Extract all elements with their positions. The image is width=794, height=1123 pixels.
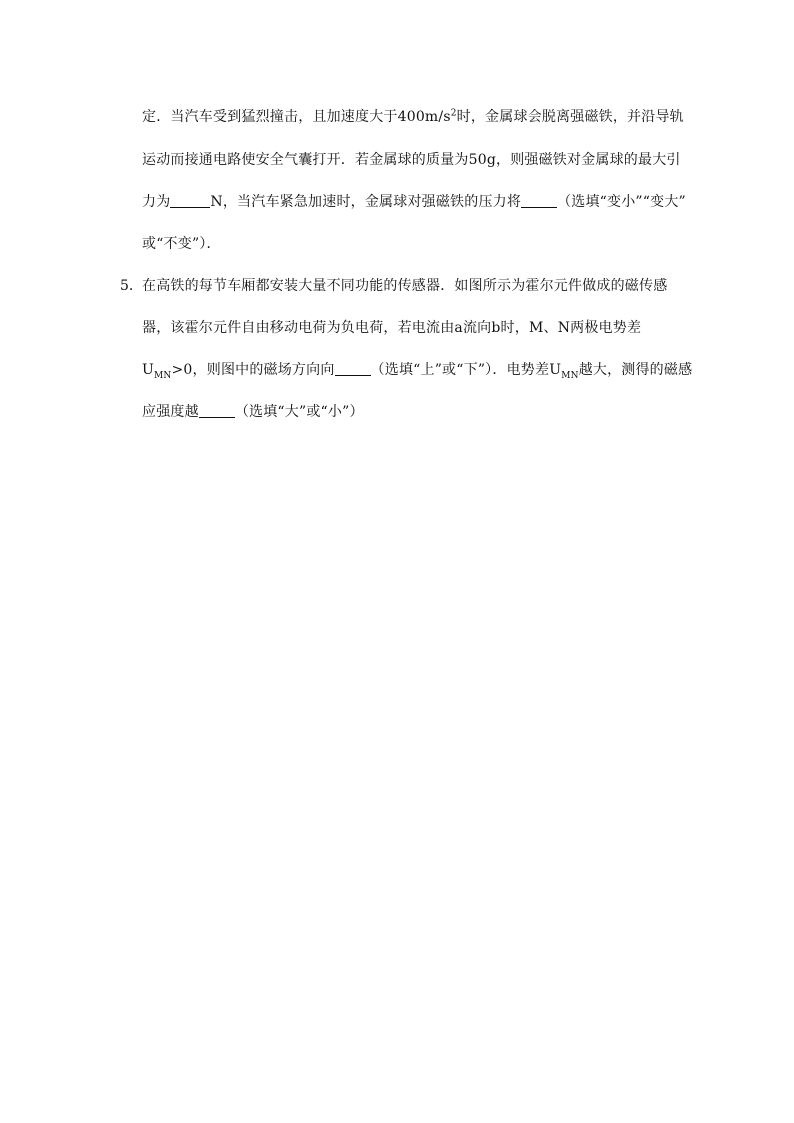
q4-text: ，当汽车紧急加速时，金属球对强磁铁的压力将: [222, 194, 522, 210]
var-a: a: [454, 320, 463, 336]
unit-label: N: [210, 194, 223, 210]
q5-text: 越大，测得的磁感: [578, 362, 693, 378]
q4-line-3: [142, 193, 686, 211]
mass-value: 50g: [468, 152, 496, 168]
q5-line-2: [142, 319, 641, 337]
var-u: U: [142, 362, 154, 378]
exponent: 2: [450, 108, 457, 119]
q4-text: 运动而接通电路使安全气囊打开．若金属球的质量为: [142, 152, 469, 168]
subscript-mn: MN: [561, 370, 579, 381]
q4-line-4: [142, 235, 221, 253]
q5-text: （选填“大”或“小”）: [234, 404, 364, 420]
q4-text: 定．当汽车受到猛烈撞击，且加速度大于: [142, 109, 398, 125]
separator: 、: [543, 320, 558, 336]
answer-blank[interactable]: [199, 403, 235, 418]
q5-text: 时，: [500, 320, 529, 336]
q4-text: 力为: [142, 194, 171, 210]
q4-text: （选填“变小”“变大”: [557, 194, 686, 210]
q5-text: 在高铁的每节车厢都安装大量不同功能的传感器．如图所示为霍尔元件做成的磁传感: [142, 278, 668, 294]
q4-text: ，则强磁铁对金属球的最大引: [496, 152, 681, 168]
answer-blank[interactable]: [521, 193, 557, 208]
answer-blank[interactable]: [170, 193, 210, 208]
q5-line-4: [142, 403, 364, 421]
question-number: 5．: [120, 278, 143, 294]
q5-text: 两极电势差: [570, 320, 642, 336]
var-b: b: [491, 320, 501, 336]
var-m: M: [528, 320, 544, 336]
answer-blank[interactable]: [335, 361, 371, 376]
q5-text: 流向: [462, 320, 492, 336]
q5-text: >0，则图中的磁场方向向: [171, 362, 335, 378]
q5-text: 应强度越: [142, 404, 199, 420]
var-n: N: [557, 320, 571, 336]
q4-text: 或“不变”）．: [142, 236, 221, 252]
q4-line-1: [142, 108, 684, 126]
q5-line-3: [142, 361, 692, 379]
q5-text: （选填“上”或“下”）．电势差: [370, 362, 550, 378]
q5-text: 器，该霍尔元件自由移动电荷为负电荷，若电流由: [142, 320, 455, 336]
acceleration-value: 400m/s: [397, 109, 451, 125]
var-u: U: [549, 362, 562, 378]
q5-line-1: [142, 277, 667, 295]
subscript-mn: MN: [154, 370, 172, 381]
q4-line-2: [142, 151, 681, 169]
q4-text: 时，金属球会脱离强磁铁，并沿导轨: [456, 109, 684, 125]
